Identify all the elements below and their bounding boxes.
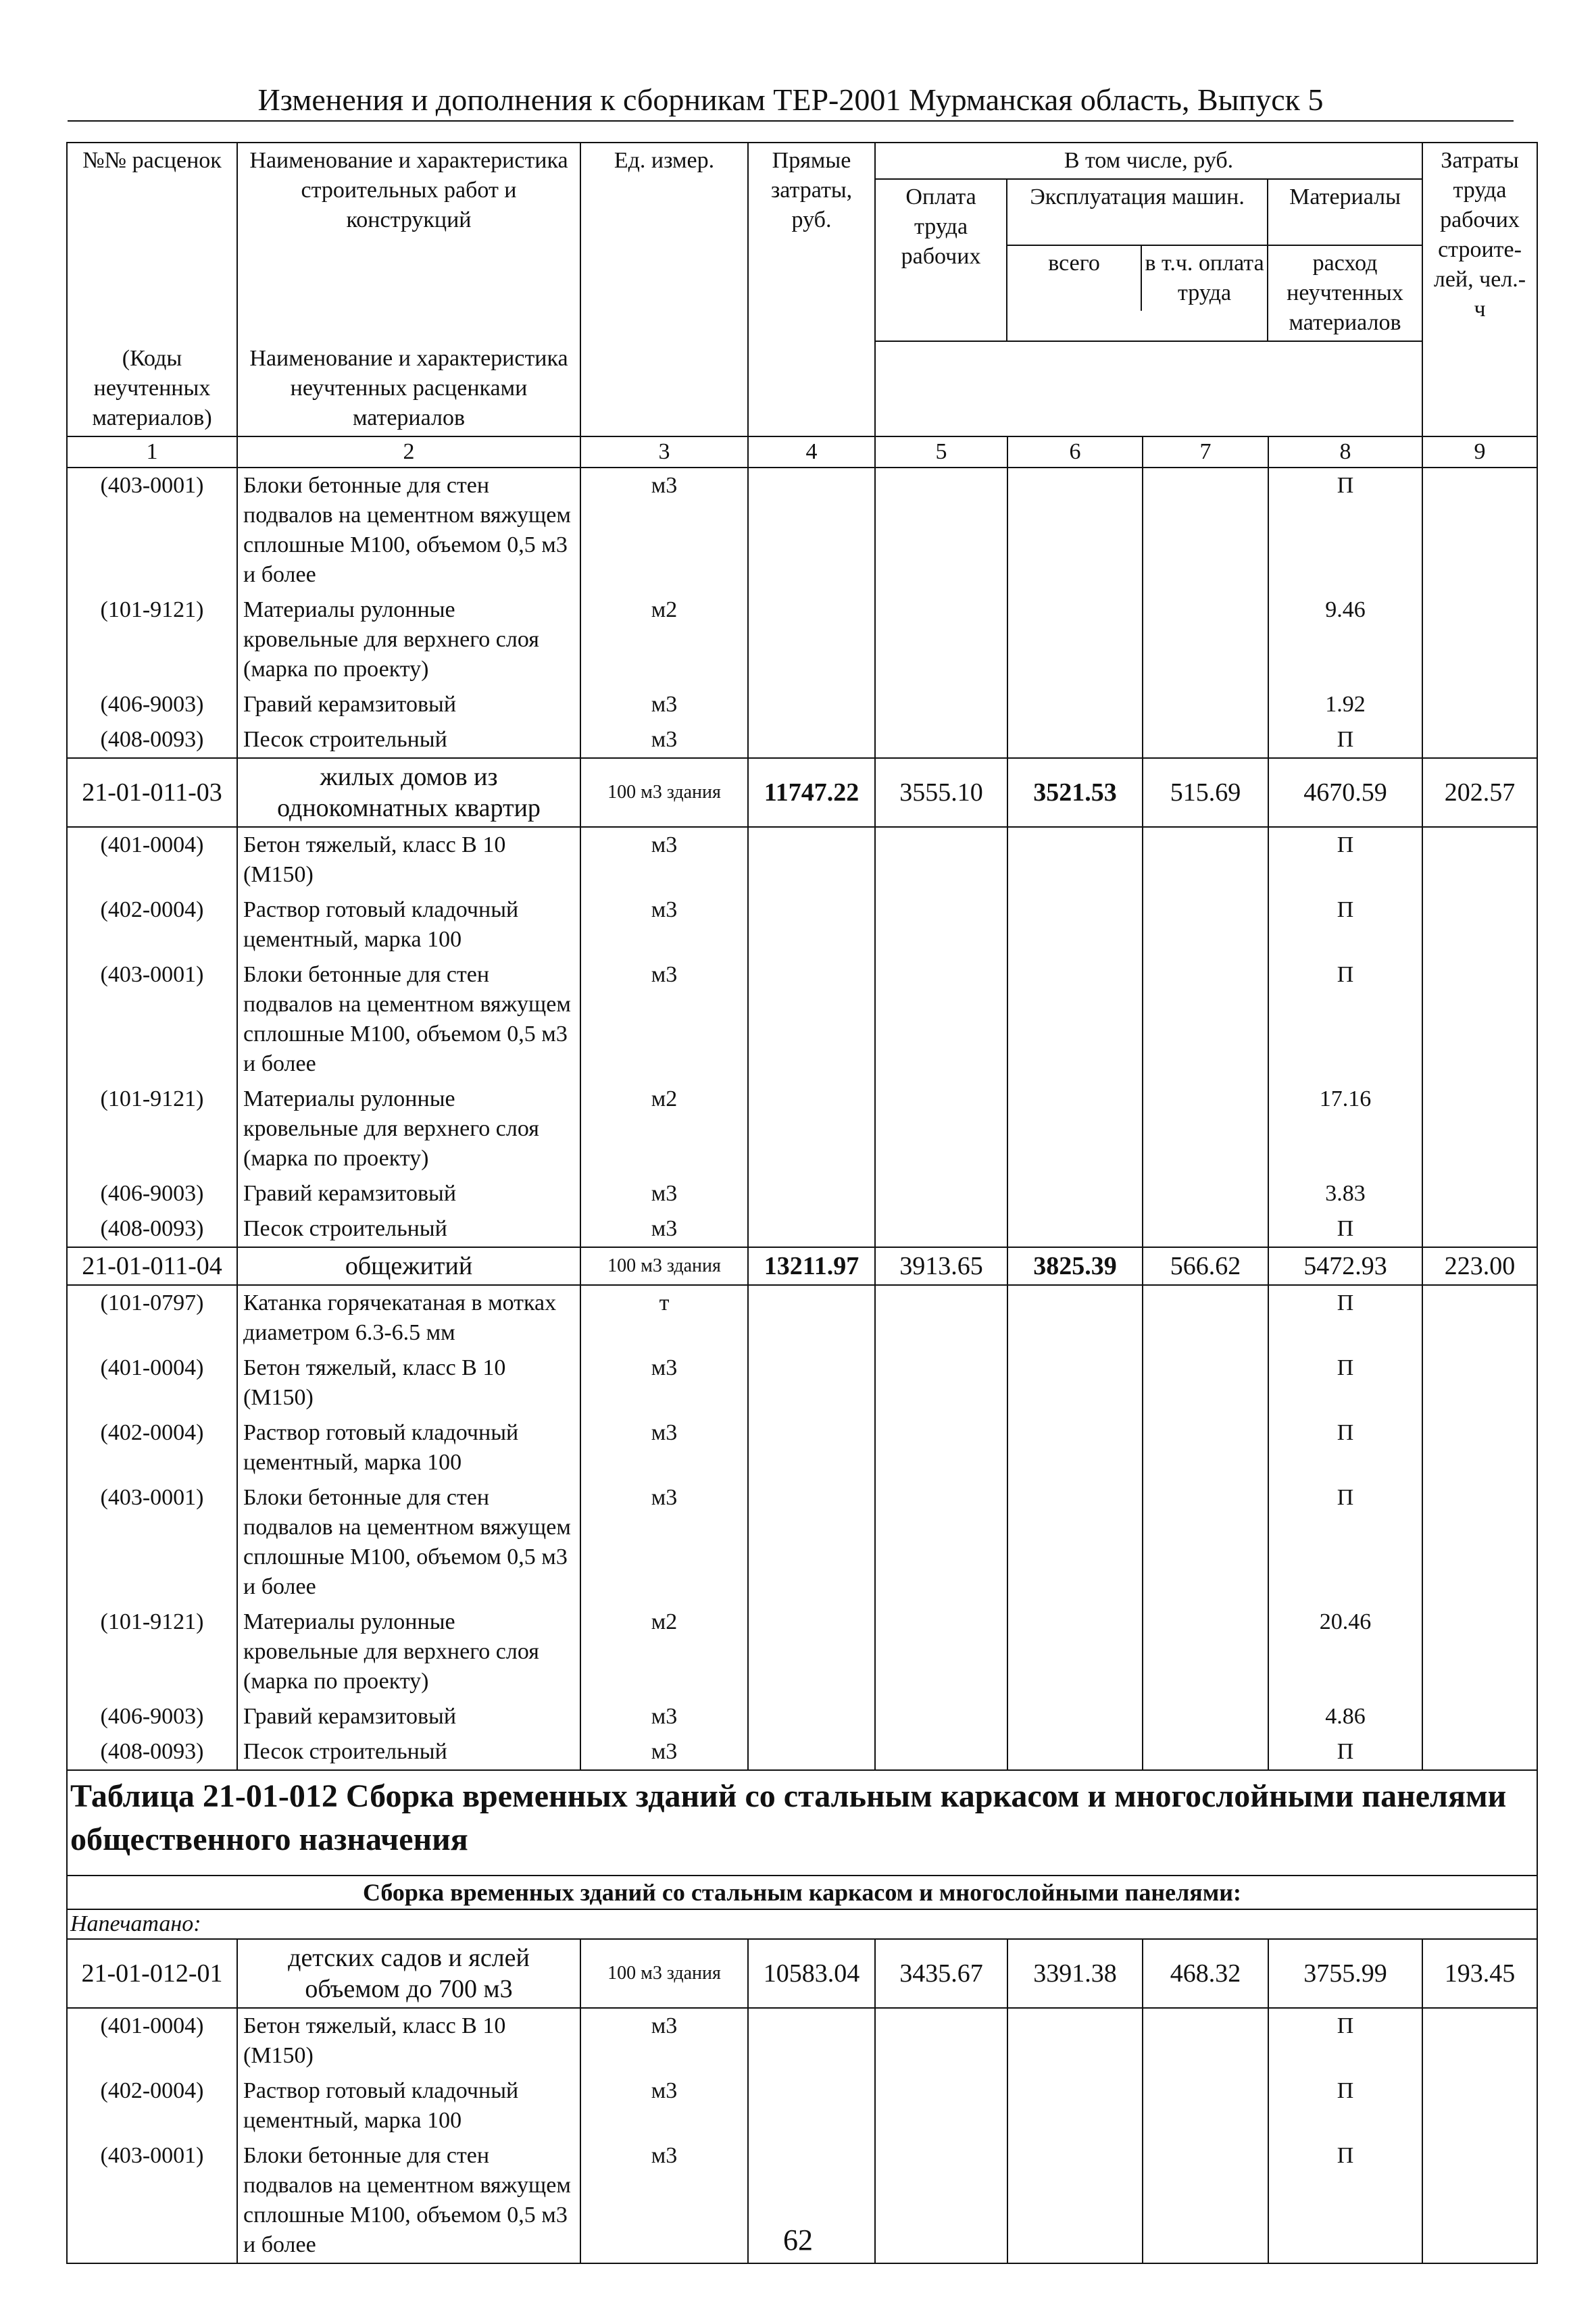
- empty-cell: [875, 593, 1007, 687]
- material-unit: м3: [580, 2138, 748, 2263]
- material-unit: м3: [580, 1699, 748, 1734]
- material-consumption: П: [1268, 1415, 1422, 1480]
- empty-cell: [1422, 1605, 1537, 1699]
- material-unit: м2: [580, 593, 748, 687]
- material-unit: м3: [580, 687, 748, 722]
- labor-costs: 3913.65: [875, 1247, 1007, 1285]
- material-name: Катанка горячекатаная в мотках диаметром 6.3-6.5 мм: [237, 1285, 580, 1351]
- material-consumption: П: [1268, 1734, 1422, 1770]
- empty-cell: [1422, 1351, 1537, 1415]
- empty-cell: [875, 2008, 1007, 2073]
- column-numbers: [67, 436, 1537, 468]
- machine-labor-costs: 515.69: [1143, 758, 1268, 827]
- empty-cell: [1422, 1285, 1537, 1351]
- header-direct-costs: Прямые затраты, руб.: [748, 143, 875, 436]
- material-consumption: П: [1268, 2073, 1422, 2138]
- empty-cell: [1143, 1285, 1268, 1351]
- labor-hours: 223.00: [1422, 1247, 1537, 1285]
- empty-cell: [748, 1285, 875, 1351]
- material-code: (406-9003): [67, 1176, 237, 1211]
- position-name: детских садов и яслей объемом до 700 м3: [237, 1939, 580, 2008]
- material-unit: м3: [580, 468, 748, 593]
- material-name: Песок строительный: [237, 1734, 580, 1770]
- material-name: Блоки бетонные для стен подвалов на цементном вяжущем сплошные М100, объемом 0,5 м3 и более: [237, 957, 580, 1082]
- material-name: Бетон тяжелый, класс В 10 (М150): [237, 2008, 580, 2073]
- material-name: Раствор готовый кладочный цементный, марка 100: [237, 2073, 580, 2138]
- material-unit: м3: [580, 957, 748, 1082]
- material-code: (101-9121): [67, 1082, 237, 1176]
- header-materials-unacc: расход неучтенных материалов: [1268, 245, 1422, 341]
- empty-cell: [1007, 1176, 1143, 1211]
- material-name: Бетон тяжелый, класс В 10 (М150): [237, 827, 580, 892]
- position-unit: 100 м3 здания: [580, 1939, 748, 2008]
- material-consumption: П: [1268, 892, 1422, 957]
- material-unit: м2: [580, 1082, 748, 1176]
- material-row: [67, 1176, 1537, 1211]
- material-name: Блоки бетонные для стен подвалов на цементном вяжущем сплошные М100, объемом 0,5 м3 и более: [237, 2138, 580, 2263]
- empty-cell: [1143, 1415, 1268, 1480]
- column-number: 3: [580, 436, 748, 468]
- empty-cell: [1143, 722, 1268, 758]
- material-code: (402-0004): [67, 1415, 237, 1480]
- empty-cell: [1143, 593, 1268, 687]
- material-code: (408-0093): [67, 1734, 237, 1770]
- column-number: 5: [875, 436, 1007, 468]
- empty-cell: [1007, 2008, 1143, 2073]
- empty-cell: [1422, 468, 1537, 593]
- empty-cell: [1422, 1176, 1537, 1211]
- empty-cell: [1143, 2008, 1268, 2073]
- empty-cell: [1007, 722, 1143, 758]
- material-consumption: П: [1268, 1351, 1422, 1415]
- empty-cell: [748, 1082, 875, 1176]
- material-consumption: 9.46: [1268, 593, 1422, 687]
- material-row: [67, 593, 1537, 687]
- material-unit: м3: [580, 1734, 748, 1770]
- material-code: (403-0001): [67, 2138, 237, 2263]
- empty-cell: [1143, 957, 1268, 1082]
- material-name: Материалы рулонные кровельные для верхнего слоя (марка по проекту): [237, 593, 580, 687]
- header-codes: №№ расценок: [67, 143, 237, 341]
- empty-cell: [748, 1699, 875, 1734]
- empty-cell: [1007, 1285, 1143, 1351]
- material-code: (101-0797): [67, 1285, 237, 1351]
- material-name: Гравий керамзитовый: [237, 687, 580, 722]
- position-code: 21-01-012-01: [67, 1939, 237, 2008]
- empty-cell: [875, 2073, 1007, 2138]
- empty-cell: [1422, 892, 1537, 957]
- price-position-row: [67, 1247, 1537, 1285]
- material-name: Песок строительный: [237, 722, 580, 758]
- empty-cell: [1422, 722, 1537, 758]
- empty-cell: [1007, 892, 1143, 957]
- table-title: Таблица 21-01-012 Сборка временных зданий со стальным каркасом и многослойными панелями общественного назначения: [67, 1770, 1537, 1876]
- position-code: 21-01-011-03: [67, 758, 237, 827]
- empty-cell: [1143, 687, 1268, 722]
- material-consumption: 4.86: [1268, 1699, 1422, 1734]
- material-consumption: 1.92: [1268, 687, 1422, 722]
- material-row: [67, 1605, 1537, 1699]
- header-machines-labor: в т.ч. оплата труда: [1145, 251, 1264, 305]
- header-materials: Материалы: [1289, 184, 1401, 209]
- material-unit: т: [580, 1285, 748, 1351]
- material-row: [67, 1351, 1537, 1415]
- header-material-name: Наименование и характеристика неучтенных расценками материалов: [237, 341, 580, 436]
- machine-costs: 3825.39: [1007, 1247, 1143, 1285]
- material-consumption: П: [1268, 2138, 1422, 2263]
- empty-cell: [1007, 593, 1143, 687]
- material-unit: м3: [580, 1480, 748, 1605]
- material-unit: м3: [580, 722, 748, 758]
- empty-cell: [748, 1605, 875, 1699]
- material-name: Бетон тяжелый, класс В 10 (М150): [237, 1351, 580, 1415]
- material-row: [67, 468, 1537, 593]
- material-consumption: 20.46: [1268, 1605, 1422, 1699]
- material-name: Песок строительный: [237, 1211, 580, 1247]
- empty-cell: [1007, 1211, 1143, 1247]
- material-unit: м3: [580, 1176, 748, 1211]
- material-code: (101-9121): [67, 593, 237, 687]
- header-unit: Ед. измер.: [580, 143, 748, 436]
- column-number: 6: [1007, 436, 1143, 468]
- material-code: (406-9003): [67, 687, 237, 722]
- column-number: 8: [1268, 436, 1422, 468]
- printed-row: [67, 1909, 1537, 1939]
- empty-cell: [1007, 1734, 1143, 1770]
- empty-cell: [1007, 1699, 1143, 1734]
- material-row: [67, 1415, 1537, 1480]
- empty-cell: [875, 1176, 1007, 1211]
- empty-cell: [1422, 1734, 1537, 1770]
- direct-costs: 13211.97: [748, 1247, 875, 1285]
- material-consumption: П: [1268, 1285, 1422, 1351]
- empty-cell: [1007, 1082, 1143, 1176]
- labor-hours: 202.57: [1422, 758, 1537, 827]
- material-costs: 3755.99: [1268, 1939, 1422, 2008]
- material-code: (401-0004): [67, 2008, 237, 2073]
- material-unit: м3: [580, 892, 748, 957]
- empty-cell: [748, 1734, 875, 1770]
- material-consumption: П: [1268, 957, 1422, 1082]
- empty-cell: [875, 722, 1007, 758]
- empty-cell: [875, 827, 1007, 892]
- empty-cell: [1143, 1351, 1268, 1415]
- material-consumption: 3.83: [1268, 1176, 1422, 1211]
- material-row: [67, 1211, 1537, 1247]
- material-consumption: П: [1268, 722, 1422, 758]
- labor-costs: 3555.10: [875, 758, 1007, 827]
- machine-labor-costs: 566.62: [1143, 1247, 1268, 1285]
- material-unit: м3: [580, 827, 748, 892]
- empty-cell: [875, 892, 1007, 957]
- empty-cell: [748, 1176, 875, 1211]
- empty-cell: [875, 1734, 1007, 1770]
- material-row: [67, 2008, 1537, 2073]
- labor-hours: 193.45: [1422, 1939, 1537, 2008]
- material-unit: м3: [580, 2073, 748, 2138]
- material-name: Гравий керамзитовый: [237, 1176, 580, 1211]
- empty-cell: [1422, 2073, 1537, 2138]
- header-machines: Эксплуатация машин.: [1030, 184, 1245, 209]
- material-name: Раствор готовый кладочный цементный, марка 100: [237, 1415, 580, 1480]
- labor-costs: 3435.67: [875, 1939, 1007, 2008]
- empty-cell: [748, 1211, 875, 1247]
- material-row: [67, 827, 1537, 892]
- empty-cell: [1422, 1211, 1537, 1247]
- column-number: 1: [67, 436, 237, 468]
- material-unit: м3: [580, 2008, 748, 2073]
- empty-cell: [875, 1211, 1007, 1247]
- empty-cell: [1422, 827, 1537, 892]
- material-unit: м3: [580, 1351, 748, 1415]
- empty-cell: [875, 687, 1007, 722]
- empty-cell: [875, 1415, 1007, 1480]
- material-code: (401-0004): [67, 827, 237, 892]
- material-name: Блоки бетонные для стен подвалов на цементном вяжущем сплошные М100, объемом 0,5 м3 и более: [237, 1480, 580, 1605]
- empty-cell: [1143, 1176, 1268, 1211]
- empty-cell: [748, 892, 875, 957]
- material-consumption: П: [1268, 827, 1422, 892]
- material-unit: м2: [580, 1605, 748, 1699]
- empty-cell: [748, 2008, 875, 2073]
- material-name: Блоки бетонные для стен подвалов на цементном вяжущем сплошные М100, объемом 0,5 м3 и более: [237, 468, 580, 593]
- empty-cell: [1143, 827, 1268, 892]
- table-title-row: [67, 1770, 1537, 1876]
- group-title: Сборка временных зданий со стальным каркасом и многослойными панелями:: [67, 1876, 1537, 1909]
- empty-cell: [748, 722, 875, 758]
- empty-cell: [748, 1415, 875, 1480]
- empty-cell: [875, 1480, 1007, 1605]
- material-code: (406-9003): [67, 1699, 237, 1734]
- empty-cell: [875, 957, 1007, 1082]
- material-row: [67, 957, 1537, 1082]
- empty-cell: [748, 687, 875, 722]
- empty-cell: [1007, 687, 1143, 722]
- empty-cell: [1143, 1480, 1268, 1605]
- empty-cell: [748, 468, 875, 593]
- empty-cell: [748, 593, 875, 687]
- column-number: 4: [748, 436, 875, 468]
- material-code: (403-0001): [67, 957, 237, 1082]
- empty-cell: [748, 2073, 875, 2138]
- material-consumption: П: [1268, 1211, 1422, 1247]
- empty-cell: [1422, 593, 1537, 687]
- empty-cell: [1007, 1480, 1143, 1605]
- material-consumption: П: [1268, 1480, 1422, 1605]
- empty-cell: [875, 468, 1007, 593]
- empty-cell: [875, 1351, 1007, 1415]
- machine-costs: 3391.38: [1007, 1939, 1143, 2008]
- header-name: Наименование и характеристика строительных работ и конструкций: [237, 143, 580, 341]
- header-labor-hours: Затраты труда рабочих строите-лей, чел.-ч: [1422, 143, 1537, 436]
- empty-cell: [748, 957, 875, 1082]
- empty-cell: [1422, 1480, 1537, 1605]
- position-unit: 100 м3 здания: [580, 758, 748, 827]
- empty-cell: [748, 1480, 875, 1605]
- position-unit: 100 м3 здания: [580, 1247, 748, 1285]
- empty-cell: [1007, 1605, 1143, 1699]
- empty-cell: [875, 1082, 1007, 1176]
- header-including: В том числе, руб.: [876, 143, 1422, 180]
- position-name: общежитий: [237, 1247, 580, 1285]
- empty-cell: [1007, 827, 1143, 892]
- material-row: [67, 1734, 1537, 1770]
- header-labor: Оплата труда рабочих: [876, 180, 1007, 341]
- price-table: [66, 142, 1538, 2264]
- material-unit: м3: [580, 1415, 748, 1480]
- machine-labor-costs: 468.32: [1143, 1939, 1268, 2008]
- column-number: 9: [1422, 436, 1537, 468]
- material-code: (402-0004): [67, 2073, 237, 2138]
- empty-cell: [875, 1605, 1007, 1699]
- empty-cell: [1143, 892, 1268, 957]
- empty-cell: [875, 1699, 1007, 1734]
- material-unit: м3: [580, 1211, 748, 1247]
- material-row: [67, 722, 1537, 758]
- material-row: [67, 1480, 1537, 1605]
- header-material-codes: (Коды неучтенных материалов): [67, 341, 237, 436]
- material-row: [67, 1285, 1537, 1351]
- empty-cell: [1007, 957, 1143, 1082]
- material-row: [67, 1082, 1537, 1176]
- page-header: Изменения и дополнения к сборникам ТЕР-2001 Мурманская область, Выпуск 5: [68, 80, 1514, 122]
- material-code: (408-0093): [67, 722, 237, 758]
- material-consumption: П: [1268, 2008, 1422, 2073]
- empty-cell: [1007, 1415, 1143, 1480]
- position-name: жилых домов из однокомнатных квартир: [237, 758, 580, 827]
- empty-cell: [1422, 1415, 1537, 1480]
- price-position-row: [67, 1939, 1537, 2008]
- material-consumption: П: [1268, 468, 1422, 593]
- material-row: [67, 2073, 1537, 2138]
- material-code: (402-0004): [67, 892, 237, 957]
- material-code: (401-0004): [67, 1351, 237, 1415]
- empty-cell: [1007, 1351, 1143, 1415]
- material-code: (403-0001): [67, 468, 237, 593]
- material-costs: 5472.93: [1268, 1247, 1422, 1285]
- header-machines-total: всего: [1007, 246, 1142, 311]
- empty-cell: [875, 1285, 1007, 1351]
- material-row: [67, 687, 1537, 722]
- empty-cell: [1007, 2073, 1143, 2138]
- empty-cell: [748, 827, 875, 892]
- position-code: 21-01-011-04: [67, 1247, 237, 1285]
- material-code: (408-0093): [67, 1211, 237, 1247]
- material-row: [67, 892, 1537, 957]
- material-name: Раствор готовый кладочный цементный, марка 100: [237, 892, 580, 957]
- material-name: Гравий керамзитовый: [237, 1699, 580, 1734]
- empty-cell: [1143, 1734, 1268, 1770]
- empty-cell: [1143, 2073, 1268, 2138]
- column-number: 2: [237, 436, 580, 468]
- material-code: (403-0001): [67, 1480, 237, 1605]
- material-consumption: 17.16: [1268, 1082, 1422, 1176]
- direct-costs: 10583.04: [748, 1939, 875, 2008]
- material-code: (101-9121): [67, 1605, 237, 1699]
- material-row: [67, 1699, 1537, 1734]
- empty-cell: [748, 1351, 875, 1415]
- empty-cell: [1422, 1699, 1537, 1734]
- material-costs: 4670.59: [1268, 758, 1422, 827]
- group-title-row: [67, 1876, 1537, 1909]
- price-position-row: [67, 758, 1537, 827]
- page-number: 62: [783, 2223, 813, 2257]
- empty-cell: [1143, 1082, 1268, 1176]
- direct-costs: 11747.22: [748, 758, 875, 827]
- empty-cell: [1143, 1699, 1268, 1734]
- machine-costs: 3521.53: [1007, 758, 1143, 827]
- empty-cell: [1007, 468, 1143, 593]
- printed-label: Напечатано:: [67, 1909, 1537, 1939]
- material-name: Материалы рулонные кровельные для верхнего слоя (марка по проекту): [237, 1082, 580, 1176]
- empty-cell: [1422, 957, 1537, 1082]
- column-number: 7: [1143, 436, 1268, 468]
- empty-cell: [1422, 687, 1537, 722]
- empty-cell: [1143, 468, 1268, 593]
- empty-cell: [1143, 1211, 1268, 1247]
- empty-cell: [1422, 2008, 1537, 2073]
- empty-cell: [1143, 1605, 1268, 1699]
- empty-cell: [1422, 1082, 1537, 1176]
- material-name: Материалы рулонные кровельные для верхнего слоя (марка по проекту): [237, 1605, 580, 1699]
